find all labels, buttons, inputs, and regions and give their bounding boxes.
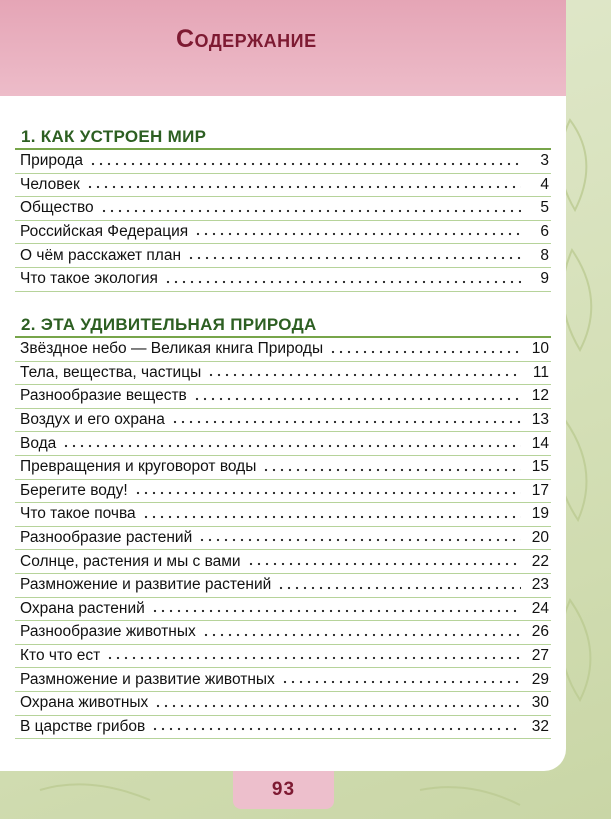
toc-entry[interactable]	[15, 385, 551, 409]
toc-entry[interactable]	[15, 550, 551, 574]
toc-entry[interactable]	[15, 197, 551, 221]
toc-entry-page: 13	[531, 411, 549, 429]
toc-entry-page: 19	[531, 505, 549, 523]
toc-entry-title: Человек	[20, 175, 80, 193]
toc-entry-page: 5	[540, 199, 549, 217]
toc-entry-title: Берегите воду!	[20, 481, 128, 499]
toc-entry[interactable]	[15, 432, 551, 456]
leader-dots	[202, 633, 521, 637]
toc-entry[interactable]	[15, 645, 551, 669]
toc-entry-title: Российская Федерация	[20, 223, 189, 241]
page-number: 93	[271, 779, 296, 800]
toc-entry-page: 15	[531, 458, 549, 476]
leader-dots	[329, 350, 521, 354]
toc-entry-title: Охрана животных	[20, 694, 149, 712]
leader-dots	[62, 444, 521, 448]
leader-dots	[151, 727, 521, 731]
toc-entry[interactable]	[15, 503, 551, 527]
toc-entry-title: Разнообразие веществ	[20, 387, 187, 405]
toc-entry-title: Превращения и круговорот воды	[20, 458, 257, 476]
toc-entry[interactable]	[15, 268, 551, 292]
toc-entry-page: 27	[531, 647, 549, 665]
leader-dots	[171, 420, 521, 424]
toc-entry-page: 26	[531, 623, 549, 641]
toc-entry-page: 9	[540, 270, 549, 288]
toc-entry[interactable]	[15, 598, 551, 622]
toc-entry-title: Звёздное небо — Великая книга Природы	[20, 340, 324, 358]
toc-entry-title: В царстве грибов	[20, 717, 146, 735]
toc-entry-page: 17	[531, 481, 549, 499]
toc-entry-title: Общество	[20, 199, 94, 217]
toc-entry-title: Солнце, растения и мы с вами	[20, 552, 241, 570]
leader-dots	[277, 586, 521, 590]
leader-dots	[134, 491, 521, 495]
leader-dots	[86, 185, 521, 189]
toc-entry[interactable]	[15, 174, 551, 198]
leader-dots	[207, 373, 521, 377]
toc-entry-title: Что такое почва	[20, 505, 136, 523]
toc-entry-page: 29	[531, 670, 549, 688]
leader-dots	[198, 538, 521, 542]
toc-entry-page: 14	[531, 434, 549, 452]
toc-entry[interactable]	[15, 668, 551, 692]
toc-entry-page: 30	[531, 694, 549, 712]
toc-entry[interactable]	[15, 362, 551, 386]
toc-entry[interactable]	[15, 621, 551, 645]
toc-entry-title: Что такое экология	[20, 270, 158, 288]
toc-entry-title: Вода	[20, 434, 57, 452]
toc-entry-title: Размножение и развитие животных	[20, 670, 275, 688]
toc-entry[interactable]	[15, 244, 551, 268]
leader-dots	[106, 656, 521, 660]
toc-entry-title: Тела, вещества, частицы	[20, 363, 202, 381]
toc-entry-page: 32	[531, 717, 549, 735]
section-heading: 1. КАК УСТРОЕН МИР	[21, 127, 207, 146]
toc-entry[interactable]	[15, 527, 551, 551]
leader-dots	[262, 468, 521, 472]
toc-entry[interactable]	[15, 480, 551, 504]
leader-dots	[154, 704, 521, 708]
leader-dots	[151, 609, 521, 613]
toc-entry-page: 8	[540, 246, 549, 264]
toc-entry-title: О чём расскажет план	[20, 246, 182, 264]
toc-entry[interactable]	[15, 150, 551, 174]
toc-entry-page: 12	[531, 387, 549, 405]
toc-entry-title: Кто что ест	[20, 647, 101, 665]
toc-entry-page: 22	[531, 552, 549, 570]
leader-dots	[100, 209, 521, 213]
toc-entry-title: Размножение и развитие растений	[20, 576, 272, 594]
page-number-tab	[233, 771, 334, 809]
toc-entry-page: 23	[531, 576, 549, 594]
toc-entry[interactable]	[15, 716, 551, 740]
toc-entry-title: Разнообразие растений	[20, 529, 193, 547]
page-title: Содержание	[176, 25, 317, 53]
toc-entry-page: 3	[540, 152, 549, 170]
toc-entry-page: 11	[532, 363, 549, 381]
leader-dots	[247, 562, 521, 566]
leader-dots	[89, 162, 521, 166]
toc-entry-title: Разнообразие животных	[20, 623, 196, 641]
toc-entry[interactable]	[15, 409, 551, 433]
toc-entry[interactable]	[15, 692, 551, 716]
toc-entry-title: Природа	[20, 152, 83, 170]
toc-entry-title: Охрана растений	[20, 599, 145, 617]
leader-dots	[281, 680, 521, 684]
toc-entry[interactable]	[15, 574, 551, 598]
leader-dots	[187, 256, 521, 260]
toc-entry-page: 4	[540, 175, 549, 193]
toc-entry-page: 20	[531, 529, 549, 547]
toc-entry-page: 10	[531, 340, 549, 358]
toc-entry-title: Воздух и его охрана	[20, 411, 165, 429]
toc-entry[interactable]	[15, 338, 551, 362]
toc-entry[interactable]	[15, 456, 551, 480]
leader-dots	[164, 280, 521, 284]
leader-dots	[142, 515, 521, 519]
toc-entry[interactable]	[15, 221, 551, 245]
toc-entry-page: 24	[531, 599, 549, 617]
section-heading: 2. ЭТА УДИВИТЕЛЬНАЯ ПРИРОДА	[21, 315, 317, 334]
toc-entry-page: 6	[540, 223, 549, 241]
leader-dots	[194, 232, 521, 236]
leader-dots	[193, 397, 521, 401]
